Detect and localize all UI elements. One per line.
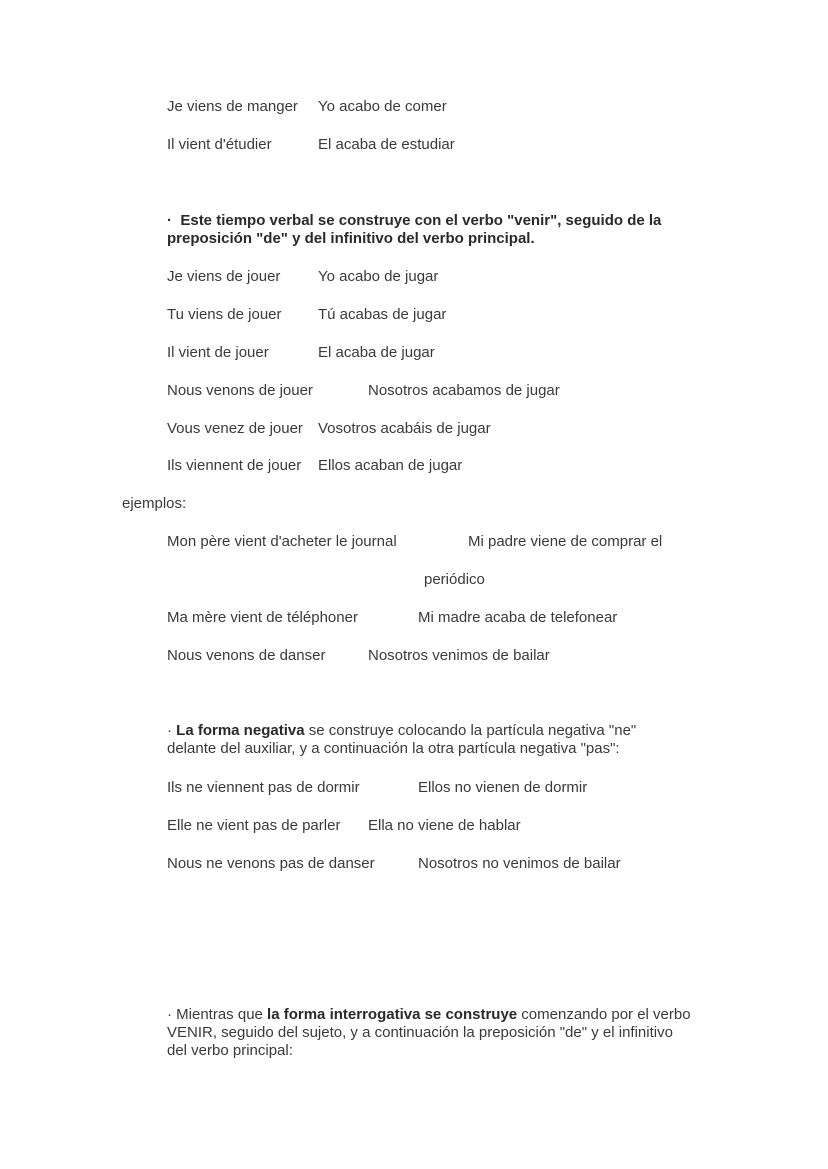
spanish-phrase: Ellos no vienen de dormir — [418, 779, 588, 796]
spanish-phrase: Ellos acaban de jugar — [318, 457, 463, 474]
spanish-phrase: Nosotros acabamos de jugar — [368, 382, 560, 399]
examples-label: ejemplos: — [122, 495, 187, 512]
spanish-phrase: Nosotros no venimos de bailar — [418, 855, 621, 872]
spanish-phrase: Vosotros acabáis de jugar — [318, 420, 491, 437]
interrogative-paragraph: · Mientras que la forma interrogativa se construye comenzando por el verbo VENIR, seguido del sujeto, y a continuación la preposición "de" y el infinitivo del verbo principal: — [167, 1006, 691, 1059]
spanish-phrase: El acaba de jugar — [318, 344, 435, 361]
spanish-phrase: Nosotros venimos de bailar — [368, 647, 550, 664]
spanish-phrase: Yo acabo de comer — [318, 98, 447, 115]
negative-paragraph: · La forma negativa se construye colocando la partícula negativa "ne" delante del auxiliar, y a continuación la otra partícula negativa "pas": — [167, 722, 637, 757]
french-phrase: Je viens de jouer — [167, 268, 281, 285]
spanish-phrase: Mi madre acaba de telefonear — [418, 609, 618, 626]
french-phrase: Ils ne viennent pas de dormir — [167, 779, 360, 796]
french-phrase: Mon père vient d'acheter le journal — [167, 533, 397, 550]
french-phrase: Nous venons de jouer — [167, 382, 313, 399]
french-phrase: Nous ne venons pas de danser — [167, 855, 375, 872]
french-phrase: Vous venez de jouer — [167, 420, 303, 437]
french-phrase: Tu viens de jouer — [167, 306, 282, 323]
spanish-phrase: Mi padre viene de comprar el — [468, 533, 663, 550]
french-phrase: Nous venons de danser — [167, 647, 326, 664]
spanish-phrase-continued: periódico — [424, 571, 485, 588]
french-phrase: Elle ne vient pas de parler — [167, 817, 341, 834]
spanish-phrase: El acaba de estudiar — [318, 136, 455, 153]
french-phrase: Il vient d'étudier — [167, 136, 272, 153]
construction-paragraph: · Este tiempo verbal se construye con el verbo "venir", seguido de la preposición "de" y del infinitivo del verbo principal. — [167, 212, 662, 247]
french-phrase: Je viens de manger — [167, 98, 298, 115]
french-phrase: Il vient de jouer — [167, 344, 269, 361]
spanish-phrase: Ella no viene de hablar — [368, 817, 521, 834]
french-phrase: Ma mère vient de téléphoner — [167, 609, 358, 626]
french-phrase: Ils viennent de jouer — [167, 457, 302, 474]
spanish-phrase: Tú acabas de jugar — [318, 306, 447, 323]
spanish-phrase: Yo acabo de jugar — [318, 268, 439, 285]
